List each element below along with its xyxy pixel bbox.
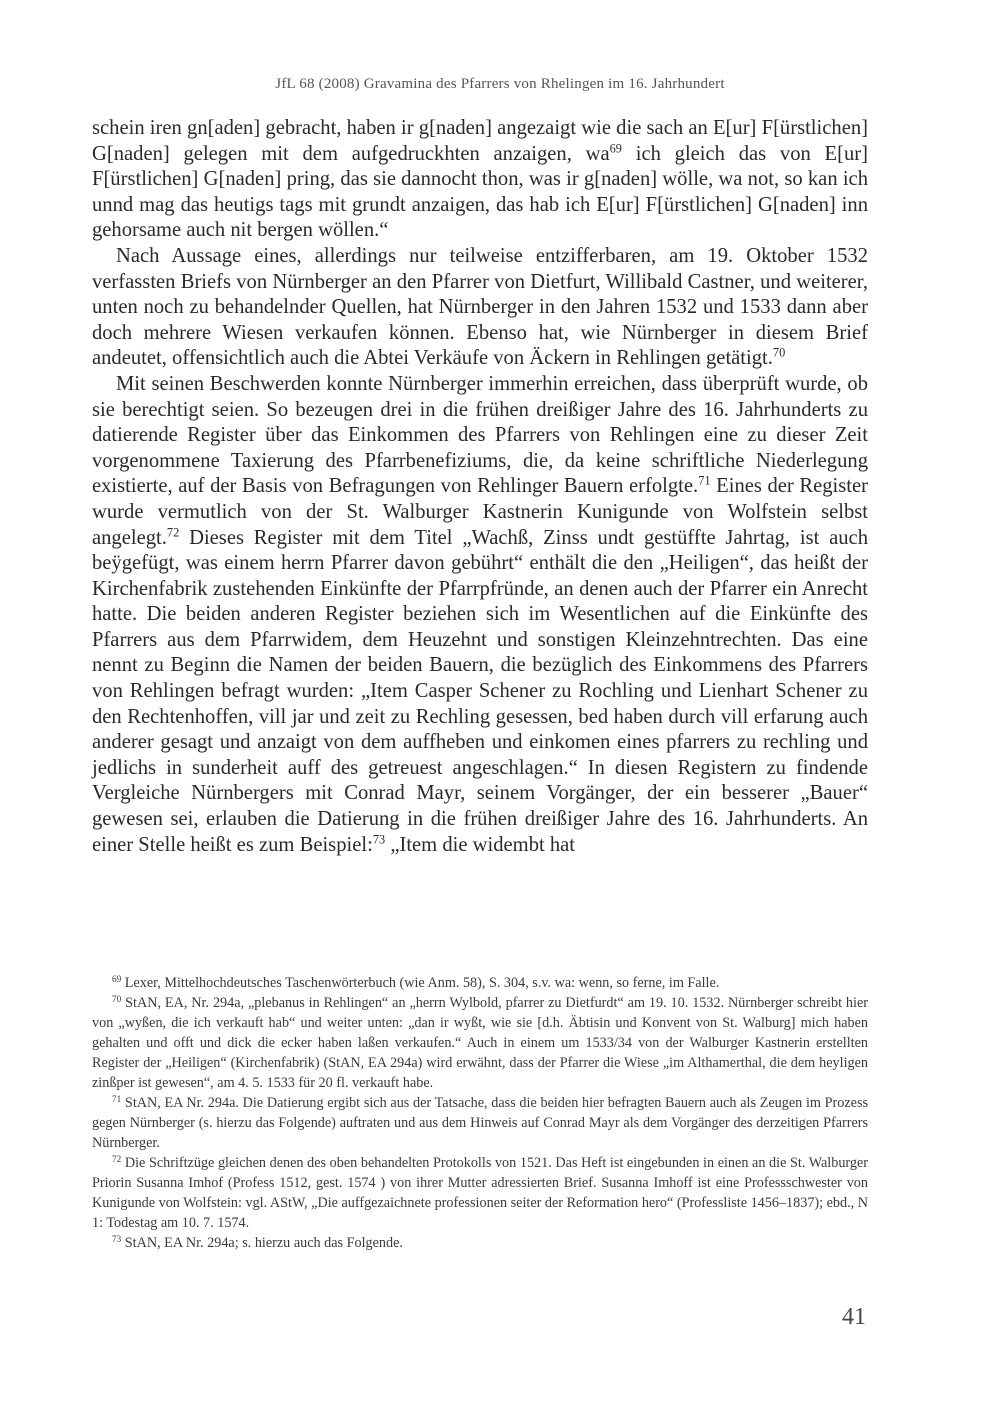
footnote-number: 70 [112, 993, 122, 1004]
paragraph-text: Dieses Register mit dem Titel „Wachß, Zinss undt gestüffte Jahrtag, ist auch beÿgefügt, was einem herrn Pfarrer davon gebührt“ enthält die den „Heiligen“, das heißt der Kirchenfabrik zustehenden Einkünfte der Pfarrpfründe, an denen auch der Pfarrer ein Anrecht hatte. Die beiden anderen Register beziehen sich im Wesentlichen auf die Einkünfte des Pfarrers aus dem Pfarrwidem, dem Heuzehnt und sonstigen Kleinzehntrechten. Das eine nennt zu Beginn die Namen der beiden Bauern, die bezüglich des Einkommens des Pfarrers von Rehlingen befragt wurden: „Item Casper Schener zu Rochling und Lienhart Schener zu den Rechtenhoffen, vill jar und zeit zu Rechling gesessen, bed haben durch vill erfarung auch anderer gesagt und anzaigt von dem auffheben und einkomen eines pfarrers zu rechling und jedlichs in sunderheit auff des getreuest angeschlagen.“ In diesen Registern zu findende Vergleiche Nürnbergers mit Conrad Mayr, seinem Vorgänger, der ein besserer „Bauer“ gewesen sei, erlauben die Datierung in die frühen dreißiger Jahre des 16. Jahrhunderts. An einer Stelle heißt es zum Beispiel: [92, 526, 868, 856]
footnote [92, 973, 868, 993]
footnote [92, 1093, 868, 1153]
footnote [92, 993, 868, 1093]
page-number: 41 [842, 1304, 866, 1330]
footnote-text: StAN, EA Nr. 294a; s. hierzu auch das Folgende. [121, 1235, 403, 1251]
footnote-ref[interactable]: 72 [166, 525, 180, 540]
footnote-ref[interactable]: 73 [372, 832, 386, 847]
body-paragraph [92, 372, 868, 858]
footnote-number: 69 [112, 973, 122, 984]
body-paragraph [92, 116, 868, 244]
main-text [92, 116, 868, 858]
footnote-ref[interactable]: 71 [698, 473, 711, 488]
running-header: JfL 68 (2008) Gravamina des Pfarrers von Rhelingen im 16. Jahrhundert [275, 76, 725, 92]
paragraph-text: ich gleich das von E[ur] F[ürstlichen] G[naden] pring, das sie dannocht thon, was ir g[naden] wölle, wa not, so kan ich unnd mag das heutigs tags mit grundt anzaigen, das hab ich E[ur] F[ürstlichen] G[naden] inn gehorsame auch nit bergen wöllen.“ [92, 142, 869, 242]
footnote [92, 1153, 868, 1233]
footnote-text: StAN, EA, Nr. 294a, „plebanus in Rehlingen“ an „herrn Wylbold, pfarrer zu Dietfurdt“ am 19. 10. 1532. Nürnberger schreibt hier von „wyßen, die ich verkauft hab“ und weiter unten: „dan ir wyßt, wie sie [d.h. Äbtisin und Konvent von St. Walburg] mich haben gehalten und offt und dick die ecker haben laßen verkaufen.“ Auch in einem um 1533/34 von der Walburger Kastnerin erstellten Register der „Heiligen“ (Kirchenfabrik) (StAN, EA 294a) wird erwähnt, dass der Pfarrer die Wiese „im Althamerthal, die dem heyligen zinßper ist gewesen“, am 4. 5. 1533 für 20 fl. verkauft habe. [92, 995, 868, 1091]
body-paragraph [92, 244, 868, 372]
paragraph-text: Mit seinen Beschwerden konnte Nürnberger immerhin erreichen, dass überprüft wurde, ob sie berechtigt seien. So bezeugen drei in die frühen dreißiger Jahre des 16. Jahrhunderts zu datierende Register über das Einkommen des Pfarrers von Rehlingen eine zu dieser Zeit vorgenommene Taxierung des Pfarrbenefiziums, die, da keine schriftliche Niederlegung existierte, auf der Basis von Befragungen von Rehlinger Bauern erfolgte. [92, 372, 868, 498]
footnote-text: Die Schriftzüge gleichen denen des oben behandelten Protokolls von 1521. Das Heft ist eingebunden in einen an die St. Walburger Priorin Susanna Imhof (Profess 1512, gest. 1574 ) von ihrer Mutter adressierten Brief. Susanna Imhoff ist eine Professschwester von Kunigunde von Wolfstein: vgl. AStW, „Die auffgezaichnete professionen seiter der Reformation hero“ (Professliste 1456–1837); ebd., N 1: Todestag am 10. 7. 1574. [92, 1155, 868, 1231]
footnote-text: Lexer, Mittelhochdeutsches Taschenwörterbuch (wie Anm. 58), S. 304, s.v. wa: wenn, so ferne, im Falle. [121, 975, 720, 991]
footnote [92, 1233, 868, 1253]
paragraph-text: Eines der Register wurde vermutlich von der St. Walburger Kastnerin Kunigunde von Wolfstein selbst angelegt. [92, 475, 869, 549]
footnote-number: 72 [112, 1153, 122, 1164]
footnote-number: 73 [112, 1233, 122, 1244]
footnote-ref[interactable]: 70 [772, 345, 786, 360]
paragraph-text: schein iren gn[aden] gebracht, haben ir g[naden] angezaigt wie die sach an E[ur] F[ürstlichen] G[naden] gelegen mit dem aufgedruckhten anzaigen, wa [92, 117, 868, 165]
paragraph-text: Nach Aussage eines, allerdings nur teilweise entzifferbaren, am 19. Oktober 1532 verfassten Briefs von Nürnberger an den Pfarrer von Dietfurt, Willibald Castner, und weiterer, unten noch zu behandelnder Quellen, hat Nürnberger in den Jahren 1532 und 1533 dann aber doch mehrere Wiesen verkaufen können. Ebenso hat, wie Nürnberger in diesem Brief andeutet, offensichtlich auch die Abtei Verkäufe von Äckern in Rehlingen getätigt. [92, 244, 868, 370]
paragraph-text: „Item die widembt hat [385, 833, 576, 856]
footnote-ref[interactable]: 69 [609, 141, 622, 156]
footnotes [92, 973, 868, 1253]
footnote-number: 71 [112, 1093, 122, 1104]
footnote-text: StAN, EA Nr. 294a. Die Datierung ergibt sich aus der Tatsache, dass die beiden hier befragten Bauern auch als Zeugen im Prozess gegen Nürnberger (s. hierzu das Folgende) auftraten und aus dem Hinweis auf Conrad Mayr als dem Vorgänger des derzeitigen Pfarrers Nürnberger. [92, 1095, 868, 1151]
